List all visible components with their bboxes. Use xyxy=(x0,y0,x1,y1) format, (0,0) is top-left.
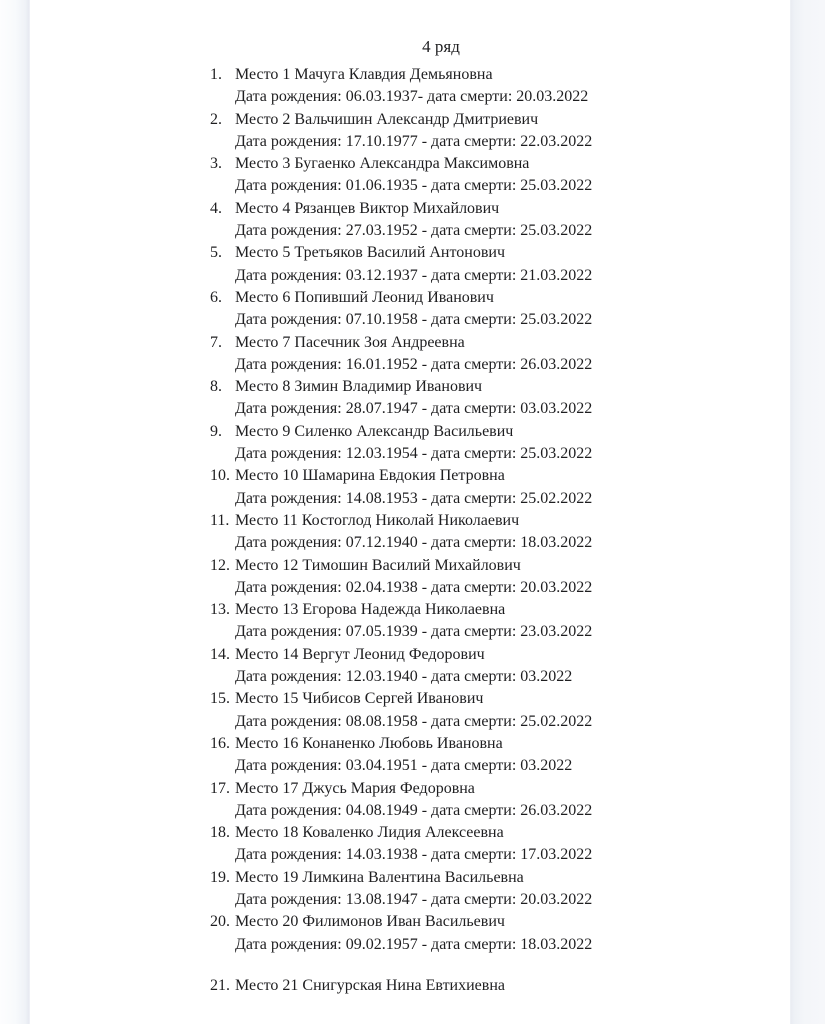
list-item xyxy=(0,599,825,644)
entry-dates: Дата рождения: 03.04.1951 - дата смерти: 03.2022 xyxy=(235,757,573,775)
entry-dates: Дата рождения: 28.07.1947 - дата смерти: 03.03.2022 xyxy=(235,400,593,418)
entry-name: Место 5 Третьяков Василий Антонович xyxy=(235,244,505,262)
entry-name: Место 7 Пасечник Зоя Андреевна xyxy=(235,333,465,351)
entry-name: Место 14 Вергут Леонид Федорович xyxy=(235,645,485,663)
list-item xyxy=(0,510,825,555)
entry-name: Место 21 Снигурская Нина Евтихиевна xyxy=(235,976,505,994)
list-item xyxy=(0,911,825,956)
entry-number: 1. xyxy=(210,66,222,83)
entry-dates: Дата рождения: 07.12.1940 - дата смерти: 18.03.2022 xyxy=(235,534,593,552)
list-item xyxy=(0,778,825,823)
entry-number: 7. xyxy=(210,333,222,351)
entry-dates: Дата рождения: 01.06.1935 - дата смерти: 25.03.2022 xyxy=(235,177,593,195)
entry-number: 10. xyxy=(210,467,230,485)
list-item xyxy=(0,109,825,154)
entry-dates: Дата рождения: 04.08.1949 - дата смерти: 26.03.2022 xyxy=(235,801,593,819)
entry-number: 2. xyxy=(210,110,222,128)
entry-number: 4. xyxy=(210,199,222,217)
entry-number: 17. xyxy=(210,779,230,797)
list-item xyxy=(0,153,825,198)
entry-name: Место 13 Егорова Надежда Николаевна xyxy=(235,601,506,619)
entry-number: 8. xyxy=(210,378,222,396)
entry-dates: Дата рождения: 07.10.1958 - дата смерти: 25.03.2022 xyxy=(235,311,593,329)
entry-number: 6. xyxy=(210,288,222,306)
entry-dates: Дата рождения: 14.03.1938 - дата смерти: 17.03.2022 xyxy=(235,846,593,864)
list-item xyxy=(0,975,825,997)
list-item xyxy=(0,287,825,332)
entry-name: Место 19 Лимкина Валентина Васильевна xyxy=(235,868,524,886)
entry-dates: Дата рождения: 02.04.1938 - дата смерти: 20.03.2022 xyxy=(235,578,593,596)
entry-dates: Дата рождения: 16.01.1952 - дата смерти: 26.03.2022 xyxy=(235,355,593,373)
entry-name: Место 8 Зимин Владимир Иванович xyxy=(235,378,483,396)
list-item xyxy=(0,421,825,466)
entry-dates: Дата рождения: 08.08.1958 - дата смерти: 25.02.2022 xyxy=(235,712,593,730)
entry-number: 21. xyxy=(210,976,230,994)
entry-dates: Дата рождения: 09.02.1957 - дата смерти: 18.03.2022 xyxy=(235,935,593,953)
list-item xyxy=(0,332,825,377)
list-item xyxy=(0,64,825,109)
entry-number: 13. xyxy=(210,601,230,619)
entry-name: Место 9 Силенко Александр Васильевич xyxy=(235,422,514,440)
entry-name: Место 12 Тимошин Василий Михайлович xyxy=(235,556,521,574)
entry-dates: Дата рождения: 06.03.1937- дата смерти: 20.03.2022 xyxy=(235,88,589,106)
entry-dates: Дата рождения: 17.10.1977 - дата смерти: 22.03.2022 xyxy=(235,132,593,150)
entry-dates: Дата рождения: 14.08.1953 - дата смерти: 25.02.2022 xyxy=(235,489,593,507)
list-item xyxy=(0,376,825,421)
entry-number: 19. xyxy=(210,868,230,886)
entry-number: 15. xyxy=(210,690,230,708)
entry-number: 3. xyxy=(210,155,222,173)
entry-dates: Дата рождения: 07.05.1939 - дата смерти: 23.03.2022 xyxy=(235,623,593,641)
entry-name: Место 4 Рязанцев Виктор Михайлович xyxy=(235,199,500,217)
entry-dates: Дата рождения: 03.12.1937 - дата смерти: 21.03.2022 xyxy=(235,266,593,284)
list-item xyxy=(0,688,825,733)
list-item xyxy=(0,822,825,867)
entry-dates: Дата рождения: 13.08.1947 - дата смерти: 20.03.2022 xyxy=(235,890,593,908)
entry-name: Место 16 Конаненко Любовь Ивановна xyxy=(235,734,503,752)
entry-name: Место 10 Шамарина Евдокия Петровна xyxy=(235,467,505,485)
entry-name: Место 3 Бугаенко Александра Максимовна xyxy=(235,155,530,173)
list-item xyxy=(0,242,825,287)
page-title: 4 ряд xyxy=(422,37,460,56)
list-item xyxy=(0,198,825,243)
entry-number: 16. xyxy=(210,734,230,752)
entry-number: 5. xyxy=(210,244,222,262)
entry-dates: Дата рождения: 12.03.1954 - дата смерти: 25.03.2022 xyxy=(235,445,593,463)
list-item xyxy=(0,733,825,778)
entry-name: Место 6 Попивший Леонид Иванович xyxy=(235,288,494,306)
entry-name: Место 17 Джусь Мария Федоровна xyxy=(235,779,475,797)
entry-name: Место 15 Чибисов Сергей Иванович xyxy=(235,690,484,708)
entry-name: Место 11 Костоглод Николай Николаевич xyxy=(235,511,520,529)
entry-number: 14. xyxy=(210,645,230,663)
entry-dates: Дата рождения: 12.03.1940 - дата смерти: 03.2022 xyxy=(235,668,573,686)
entry-number: 18. xyxy=(210,824,230,842)
entry-name: Место 18 Коваленко Лидия Алексеевна xyxy=(235,824,504,842)
entry-name: Место 20 Филимонов Иван Васильевич xyxy=(235,913,505,931)
entry-number: 12. xyxy=(210,556,230,574)
list-item xyxy=(0,644,825,689)
entry-number: 11. xyxy=(210,511,230,529)
burial-list xyxy=(0,64,825,997)
entry-dates: Дата рождения: 27.03.1952 - дата смерти: 25.03.2022 xyxy=(235,222,593,240)
entry-number: 9. xyxy=(210,422,222,440)
entry-name: Место 2 Вальчишин Александр Дмитриевич xyxy=(235,110,539,128)
list-item xyxy=(0,465,825,510)
entry-number: 20. xyxy=(210,913,230,931)
entry-name: Место 1 Мачуга Клавдия Демьяновна xyxy=(235,66,493,83)
list-item xyxy=(0,555,825,600)
list-item xyxy=(0,867,825,912)
